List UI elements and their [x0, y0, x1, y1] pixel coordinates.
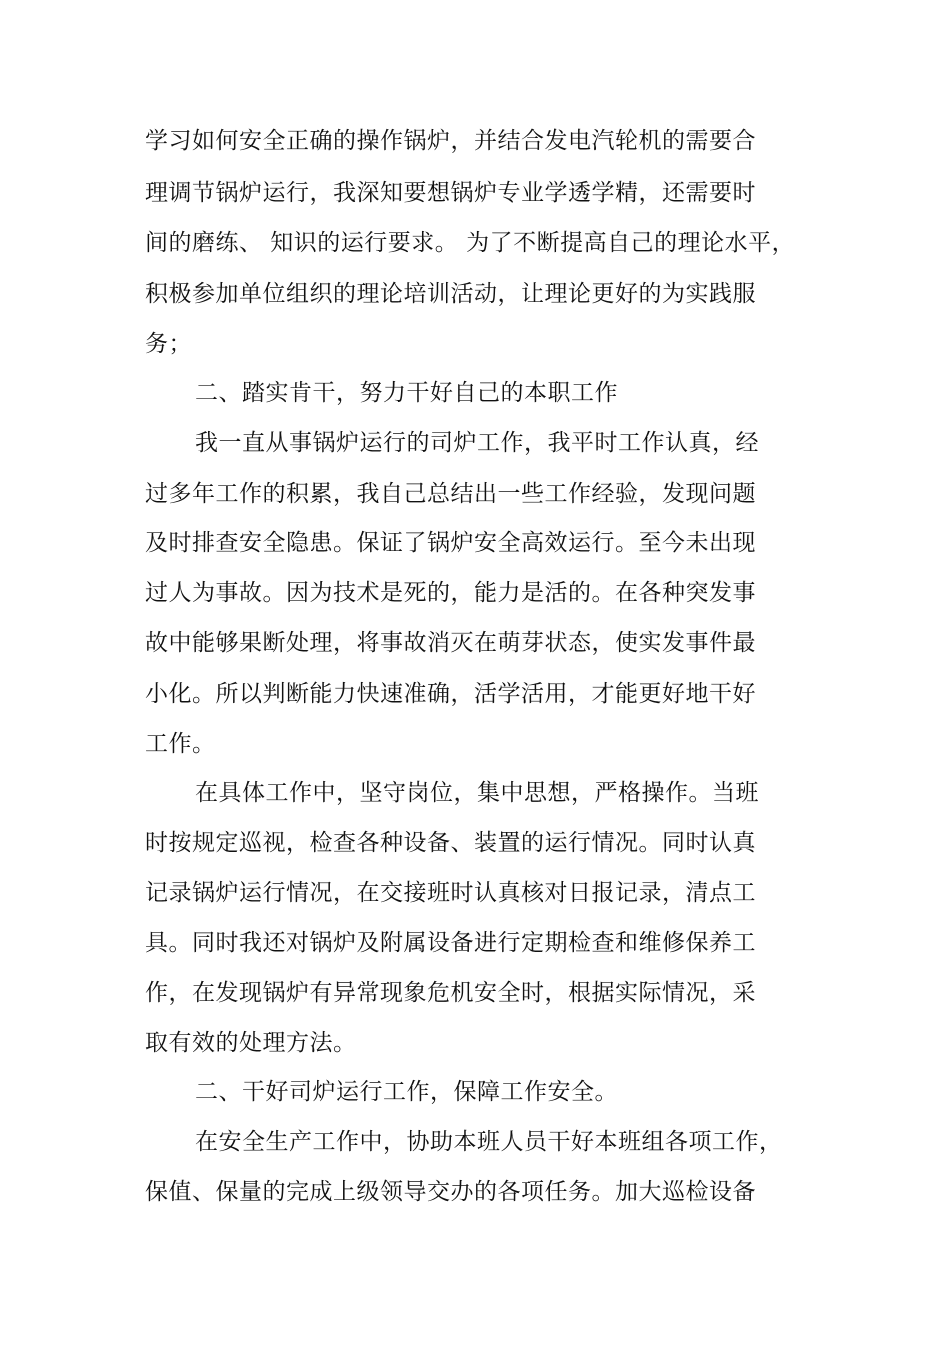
text-line: 故中能够果断处理，将事故消灭在萌芽状态，使实发事件最 — [145, 630, 756, 656]
text-line: 记录锅炉运行情况，在交接班时认真核对日报记录，清点工 — [145, 880, 756, 906]
section-heading: 二、干好司炉运行工作，保障工作安全。 — [195, 1079, 618, 1105]
text-line: 及时排查安全隐患。保证了锅炉安全高效运行。至今未出现 — [145, 530, 756, 556]
text-line: 我一直从事锅炉运行的司炉工作，我平时工作认真，经 — [195, 430, 759, 456]
section-heading: 二、踏实肯干，努力干好自己的本职工作 — [195, 380, 618, 406]
text-line: 在具体工作中，坚守岗位，集中思想，严格操作。当班 — [195, 780, 759, 806]
text-line: 过人为事故。因为技术是死的，能力是活的。在各种突发事 — [145, 580, 756, 606]
text-line: 保值、保量的完成上级领导交办的各项任务。加大巡检设备 — [145, 1179, 756, 1205]
text-line: 过多年工作的积累，我自己总结出一些工作经验，发现问题 — [145, 481, 756, 507]
text-line: 取有效的处理方法。 — [145, 1030, 357, 1056]
text-line: 小化。所以判断能力快速准确，活学活用，才能更好地干好 — [145, 681, 756, 707]
text-line: 学习如何安全正确的操作锅炉，并结合发电汽轮机的需要合 — [145, 128, 756, 154]
text-line: 在安全生产工作中，协助本班人员干好本班组各项工作， — [195, 1129, 783, 1155]
text-line: 理调节锅炉运行，我深知要想锅炉专业学透学精，还需要时 — [145, 180, 756, 206]
text-line: 时按规定巡视，检查各种设备、装置的运行情况。同时认真 — [145, 830, 756, 856]
text-line: 间的磨练、 知识的运行要求。 为了不断提高自己的理论水平， — [145, 230, 796, 256]
text-line: 工作。 — [145, 731, 216, 757]
text-line: 积极参加单位组织的理论培训活动，让理论更好的为实践服 — [145, 281, 756, 307]
text-line: 务； — [145, 331, 192, 357]
text-line: 作，在发现锅炉有异常现象危机安全时，根据实际情况，采 — [145, 980, 756, 1006]
text-line: 具。同时我还对锅炉及附属设备进行定期检查和维修保养工 — [145, 930, 756, 956]
